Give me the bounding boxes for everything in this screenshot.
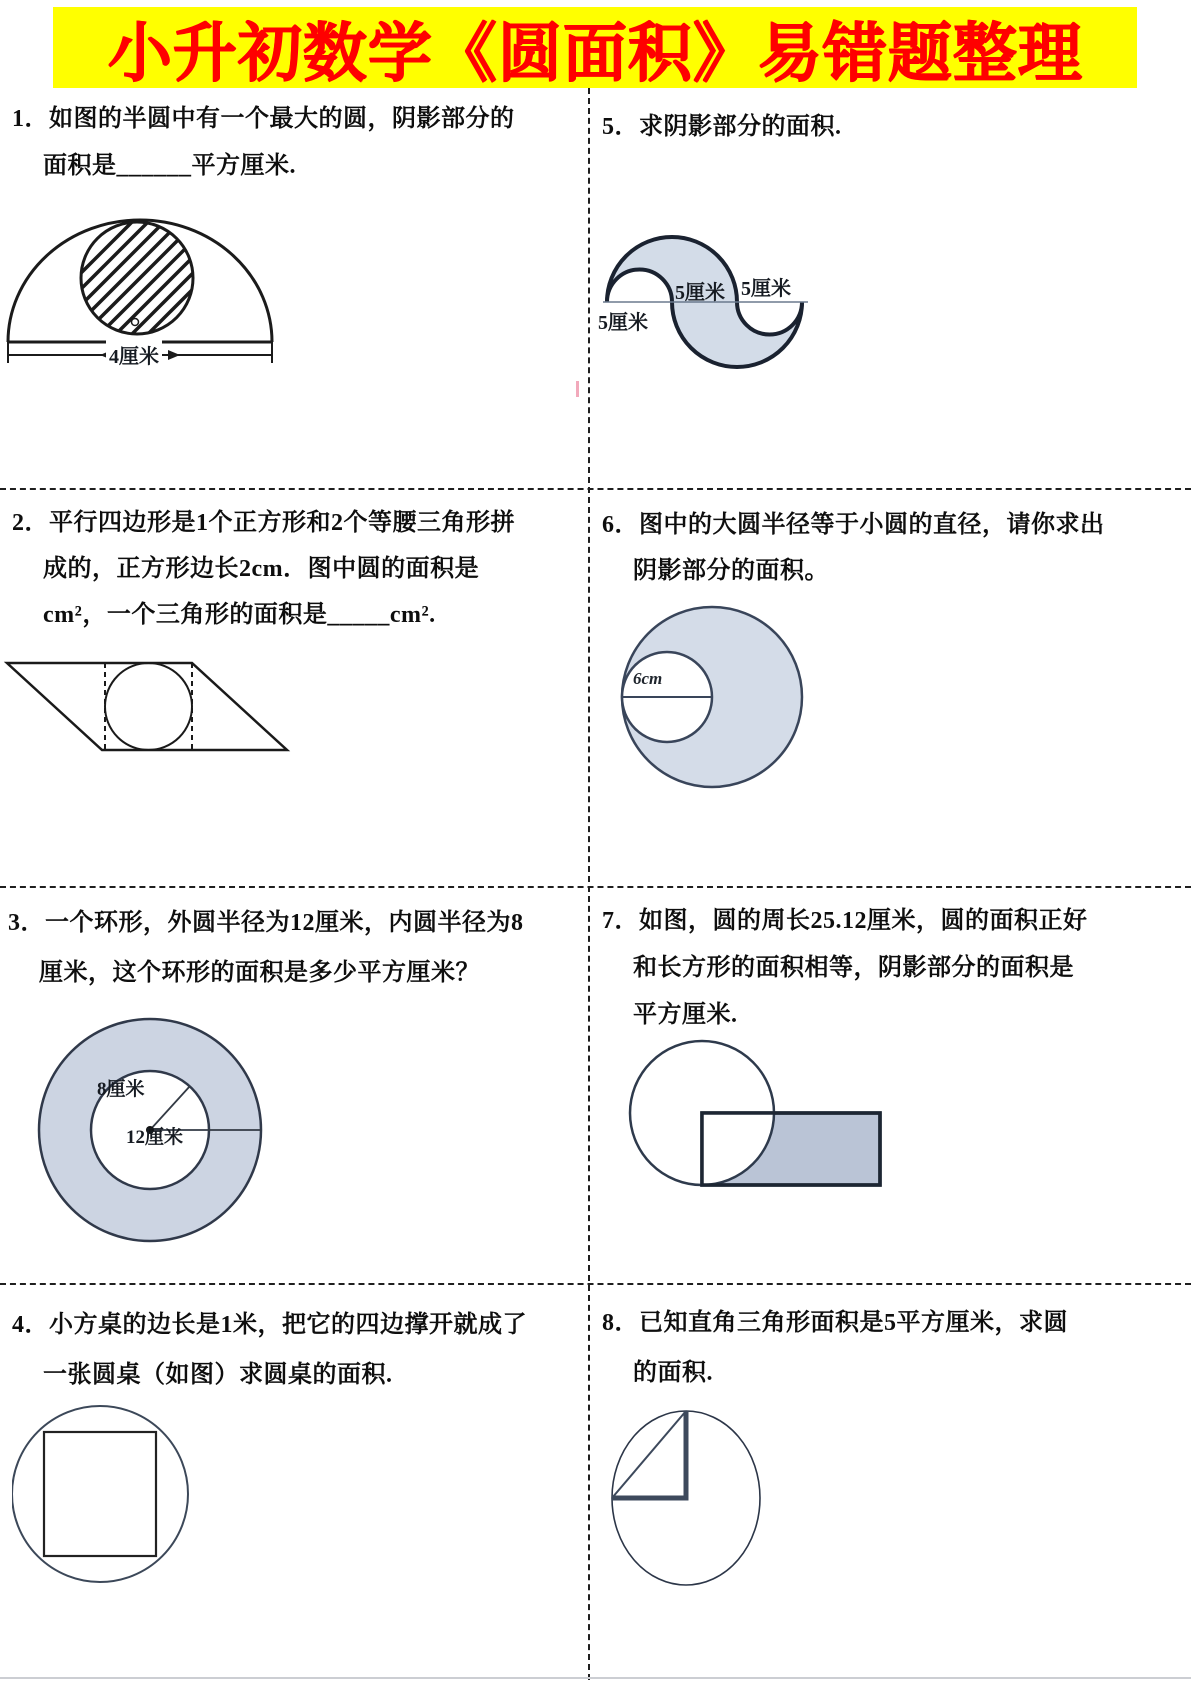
page-title: 小升初数学《圆面积》易错题整理 xyxy=(107,16,1083,89)
problem-8 xyxy=(602,1298,1068,1398)
figure-circle-inscribed-square xyxy=(12,1402,192,1587)
figure-5-label-left: 5厘米 xyxy=(598,312,648,334)
problem-7-line-2: 和长方形的面积相等，阴影部分的面积是 xyxy=(633,955,1074,981)
problem-7-line-3: 平方厘米. xyxy=(633,1002,738,1028)
problem-3-line-1: 3．一个环形，外圆半径为12厘米，内圆半径为8 xyxy=(8,910,524,936)
divider-row-1 xyxy=(0,488,1191,490)
problem-6-line-1: 6．图中的大圆半径等于小圆的直径，请你求出 xyxy=(602,512,1105,538)
figure-parallelogram-circle xyxy=(2,656,297,756)
divider-row-3 xyxy=(0,1283,1191,1285)
figure-6-diameter-label: 6cm xyxy=(633,669,663,688)
problem-2 xyxy=(12,500,515,638)
problem-7-line-1: 7．如图，圆的周长25.12厘米，圆的面积正好 xyxy=(602,908,1088,934)
problem-3 xyxy=(8,898,524,998)
hypotenuse xyxy=(612,1411,686,1498)
parallelogram xyxy=(7,663,287,750)
problem-3-line-2: 厘米，这个环形的面积是多少平方厘米？ xyxy=(39,960,480,986)
problem-4-line-2: 一张圆桌（如图）求圆桌的面积. xyxy=(43,1362,393,1388)
divider-row-2 xyxy=(0,886,1191,888)
problem-7 xyxy=(602,898,1088,1039)
center-mark xyxy=(132,319,139,326)
problem-8-line-1: 8．已知直角三角形面积是5平方厘米，求圆 xyxy=(602,1310,1068,1336)
figure-5-label-right: 5厘米 xyxy=(741,278,791,300)
problem-1-line-1: 1．如图的半圆中有一个最大的圆，阴影部分的 xyxy=(12,106,515,132)
inscribed-square xyxy=(44,1432,156,1556)
problem-2-line-1: 2．平行四边形是1个正方形和2个等腰三角形拼 xyxy=(12,510,515,536)
problem-5-line-1: 5．求阴影部分的面积. xyxy=(602,114,842,140)
figure-3-inner-radius-label: 8厘米 xyxy=(97,1079,145,1100)
inscribed-circle xyxy=(105,663,192,750)
inscribed-circle xyxy=(81,222,193,334)
problem-4 xyxy=(12,1300,527,1400)
problem-8-line-2: 的面积. xyxy=(633,1360,713,1386)
artifact-mark xyxy=(576,381,579,397)
figure-circle-right-triangle xyxy=(605,1408,775,1593)
problem-5 xyxy=(602,104,842,150)
problem-2-line-2: 成的，正方形边长2cm．图中圆的面积是 xyxy=(43,556,480,582)
figure-circle-rectangle xyxy=(618,1038,890,1190)
problem-2-line-3: cm²，一个三角形的面积是_____cm². xyxy=(43,602,436,628)
problem-1-line-2: 面积是______平方厘米. xyxy=(43,153,296,179)
figure-crescent-circles xyxy=(610,602,820,797)
problem-6 xyxy=(602,502,1105,594)
bottom-rule xyxy=(0,1677,1191,1679)
figure-1-dim-label: 4厘米 xyxy=(106,340,162,369)
figure-3-outer-radius-label: 12厘米 xyxy=(126,1127,184,1148)
problem-1 xyxy=(12,96,515,190)
problem-6-line-2: 阴影部分的面积。 xyxy=(633,558,829,584)
problem-4-line-1: 4．小方桌的边长是1米，把它的四边撑开就成了 xyxy=(12,1312,527,1338)
title-banner xyxy=(53,7,1137,88)
figure-5-label-mid: 5厘米 xyxy=(675,282,725,304)
